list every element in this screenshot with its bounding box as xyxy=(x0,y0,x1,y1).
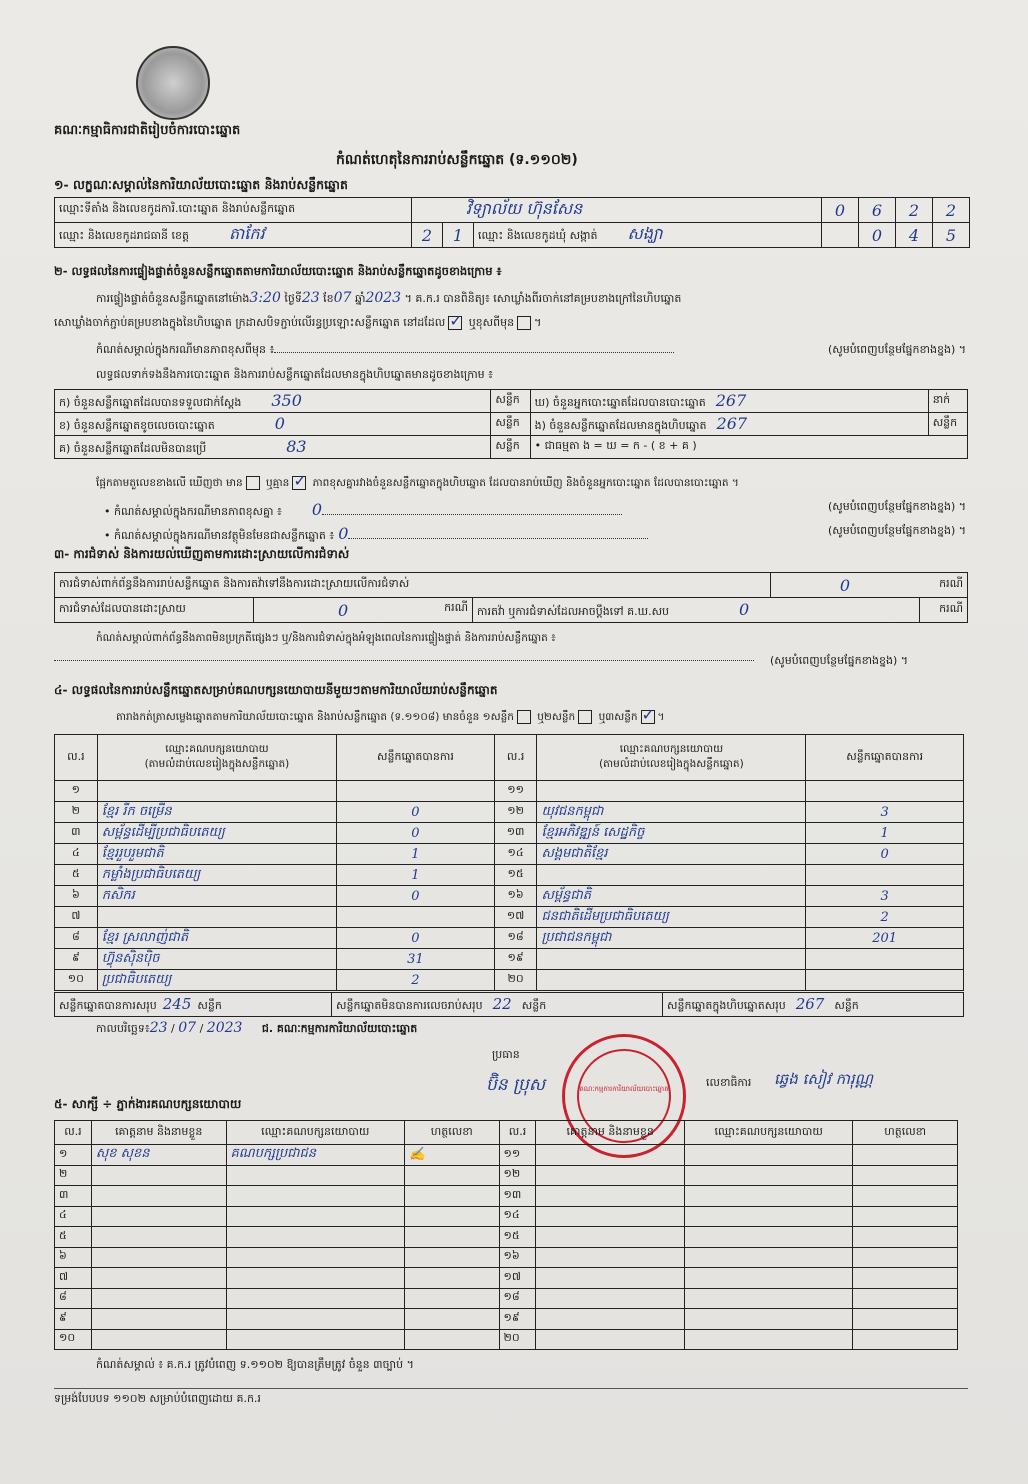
result-party xyxy=(537,970,806,991)
unchanged-checkbox[interactable] xyxy=(448,316,462,330)
verify-year: 2023 xyxy=(365,290,402,306)
result-no: ៩ xyxy=(55,949,98,970)
result-party: សម្ព័ន្ធជាតិ xyxy=(537,886,806,907)
witness-no: ១៧ xyxy=(499,1268,536,1289)
witness-party xyxy=(684,1165,853,1186)
witness-no: ១៩ xyxy=(499,1309,536,1330)
witness-no: ៣ xyxy=(55,1186,92,1207)
three-sheet-checkbox[interactable] xyxy=(641,710,655,724)
result-party: កម្លាំងប្រជាធិបតេយ្យ xyxy=(97,865,336,886)
result-row xyxy=(55,844,964,865)
witness-name xyxy=(91,1268,226,1289)
witness-party xyxy=(226,1329,404,1350)
received-count: 350 xyxy=(271,390,302,410)
changed-checkbox[interactable] xyxy=(517,316,531,330)
station-table xyxy=(54,197,970,248)
witness-signature xyxy=(853,1288,958,1309)
count-row: ខ) ចំនួនសន្លឹកឆ្នោតខូចលេចបោះឆ្នោត 0 សន្លឹក ង) ចំនួនសន្លឹកឆ្នោតដែលមានក្នុងហិបឆ្នោត 267 សន្លឹក xyxy=(55,413,968,436)
result-votes: 0 xyxy=(337,802,495,823)
result-votes xyxy=(806,781,964,802)
result-party: យុវជនកម្ពុជា xyxy=(537,802,806,823)
witness-signature xyxy=(404,1227,499,1248)
witness-name: សុខ សុខន xyxy=(91,1145,226,1166)
witness-party xyxy=(226,1206,404,1227)
result-row xyxy=(55,970,964,991)
result-votes xyxy=(806,949,964,970)
result-votes: 31 xyxy=(337,949,495,970)
verify-day: 23 xyxy=(301,290,320,306)
result-no: ១០ xyxy=(55,970,98,991)
witness-row xyxy=(55,1247,958,1268)
witness-signature xyxy=(404,1309,499,1330)
witness-no: ១ xyxy=(55,1145,92,1166)
result-party: ជនជាតិដើមប្រជាធិបតេយ្យ xyxy=(537,907,806,928)
result-votes xyxy=(337,781,495,802)
two-sheet-checkbox[interactable] xyxy=(578,710,592,724)
witness-name xyxy=(91,1165,226,1186)
no-difference-checkbox[interactable] xyxy=(292,476,306,490)
result-votes: 1 xyxy=(806,823,964,844)
witness-row xyxy=(55,1329,958,1350)
witness-party xyxy=(226,1227,404,1248)
result-row xyxy=(55,781,964,802)
witness-name xyxy=(536,1165,685,1186)
witness-party xyxy=(684,1268,853,1289)
witness-table: ល.រ គោត្តនាម និងនាមខ្លួន ឈ្មោះគណបក្សនយោបាយ ហត្ថលេខា ល.រ គោត្តនាម និងនាមខ្លួន ឈ្មោះគណបក្សនយោបាយ ហត្ថលេខា ១ សុខ សុខន គណបក្សប្រជាជន ✍ ១១ ២ ១២ ៣ ១៣ ៤ ១៤ ៥ ១៥ ៦ ១៦ ៧ ១៧ ៨ ១៨ ៩ ១៩ ១០ ២០ xyxy=(54,1120,958,1350)
result-votes: 2 xyxy=(806,907,964,928)
result-row xyxy=(55,928,964,949)
witness-name xyxy=(91,1288,226,1309)
result-votes xyxy=(806,865,964,886)
station-code-3: 2 xyxy=(896,198,933,223)
witness-name xyxy=(536,1145,685,1166)
org-name: គណៈកម្មាធិការជាតិរៀបចំការបោះឆ្នោត xyxy=(54,123,241,138)
spoiled-count: 0 xyxy=(274,413,285,433)
commune-code-blank xyxy=(822,223,859,248)
witness-party xyxy=(684,1227,853,1248)
result-no: ២០ xyxy=(494,970,537,991)
form-title: កំណត់ហេតុនៃការរាប់សន្លឹកឆ្នោត (ទ.១១០២) xyxy=(336,152,578,168)
change-note-line: កំណត់សម្គាល់ក្នុងករណីមានភាពខុសពីមុន ៖ (សូមបំពេញបន្ថែមផ្នែកខាងខ្នង) ។ xyxy=(96,343,966,356)
result-party: ប្រជាជនកម្ពុជា xyxy=(537,928,806,949)
object-note: • កំណត់សម្គាល់ក្នុងករណីមានវត្ថុមិនមែនជាសន្លឹកឆ្នោត ៖ 0 (សូមបំពេញបន្ថែមផ្នែកខាងខ្នង) ។ xyxy=(104,524,966,543)
irregularity-note: កំណត់សម្គាល់ពាក់ព័ន្ធនឹងភាពមិនប្រក្រតីផ្សេងៗ ឬ/និងការជំទាស់ក្នុងអំឡុងពេលនៃការផ្ទៀងផ្ទាត់ និងការរាប់សន្លឹកឆ្នោត ៖ xyxy=(96,632,556,644)
result-votes: 3 xyxy=(806,886,964,907)
witness-signature xyxy=(853,1268,958,1289)
result-votes: 0 xyxy=(337,823,495,844)
date-month: 07 xyxy=(178,1020,197,1036)
province-cell: ឈ្មោះ និងលេខកូដរាជធានី ខេត្ត តាកែវ xyxy=(55,223,412,248)
witness-signature xyxy=(853,1145,958,1166)
sheet-count-line: តារាងកត់ត្រាសម្លេងឆ្នោតតាមការិយាល័យបោះឆ្នោត និងរាប់សន្លឹកឆ្នោត (ទ.១១០៨) មានចំនួន ១សន្លឹក ឬ២សន្លឹក ឬ៣សន្លឹក✓ ។ xyxy=(116,710,664,726)
witness-no: ៤ xyxy=(55,1206,92,1227)
witness-no: ៨ xyxy=(55,1288,92,1309)
complaints-table: ការជំទាស់ពាក់ព័ន្ធនឹងការរាប់សន្លឹកឆ្នោត និងការតវ៉ាទៅនឹងការដោះស្រាយលើការជំទាស់ 0 ករណី ការជំទាស់ដែលបានដោះស្រាយ 0 ករណី ការតវ៉ា ឬការជំទាស់ដែលអាចប្តឹងទៅ គ.ឃ.សប 0 ករណី xyxy=(54,572,968,623)
result-party: ហ៊្វុនស៊ិនប៉ិច xyxy=(97,949,336,970)
commune-code-3: 5 xyxy=(933,223,970,248)
witness-no: ២ xyxy=(55,1165,92,1186)
witness-signature xyxy=(853,1186,958,1207)
result-party: សង្គមជាតិខ្មែរ xyxy=(537,844,806,865)
commune-code-2: 4 xyxy=(896,223,933,248)
result-votes: 0 xyxy=(337,886,495,907)
result-no: ១៣ xyxy=(494,823,537,844)
witness-party xyxy=(226,1268,404,1289)
verify-line-2: សោឃ្លាំងចាក់ភ្ជាប់គម្របខាងក្នុងនៃហិបឆ្នោត ក្រដាសបិទភ្ជាប់លើរន្ធប្រឡោះសន្លឹកឆ្នោត នៅដដែល✓ ឬខុសពីមុន ។ xyxy=(54,316,541,332)
result-no: ៧ xyxy=(55,907,98,928)
result-party: ខ្មែររួបរួមជាតិ xyxy=(97,844,336,865)
nec-emblem xyxy=(136,46,210,120)
witness-name xyxy=(536,1268,685,1289)
witness-party xyxy=(226,1288,404,1309)
station-code-4: 2 xyxy=(933,198,970,223)
witness-signature xyxy=(404,1247,499,1268)
witness-name xyxy=(536,1288,685,1309)
secretary-label: លេខាធិការ xyxy=(706,1076,752,1089)
one-sheet-checkbox[interactable] xyxy=(517,710,531,724)
witness-signature xyxy=(404,1165,499,1186)
verify-month: 07 xyxy=(333,290,352,306)
witness-name xyxy=(536,1186,685,1207)
result-party xyxy=(97,781,336,802)
result-votes: 0 xyxy=(337,928,495,949)
result-no: ៨ xyxy=(55,928,98,949)
witness-name xyxy=(91,1247,226,1268)
total-invalid: 22 xyxy=(492,994,512,1013)
results-table: ល.រ ឈ្មោះគណបក្សនយោបាយ (តាមលំដាប់លេខរៀងក្នុងសន្លឹកឆ្នោត) សន្លឹកឆ្នោតបានការ ល.រ ឈ្មោះគណបក្សនយោបាយ (តាមលំដាប់លេខរៀងក្នុងសន្លឹកឆ្នោត) សន្លឹកឆ្នោតបានការ ១ ១១ ២ ខ្មែរ រីក ចម្រើន 0 ១២ យុវជនកម្ពុជា 3 ៣ សម្ព័ន្ធដើម្បីប្រជាធិបតេយ្យ 0 ១៣ ខ្មែរអភិវឌ្ឍន៍ សេដ្ឋកិច្ច 1 ៤ ខ្មែររួបរួមជាតិ 1 ១៤ សង្គមជាតិខ្មែរ 0 ៥ កម្លាំងប្រជាធិបតេយ្យ 1 ១៥ ៦ កសិករ 0 ១៦ សម្ព័ន្ធជាតិ 3 ៧ ១៧ ជនជាតិដើមប្រជាធិបតេយ្យ 2 ៨ ខ្មែរ ស្រលាញ់ជាតិ 0 ១៨ ប្រជាជនកម្ពុជា 201 ៩ ហ៊្វុនស៊ិនប៉ិច 31 ១៩ ១០ ប្រជាធិបតេយ្យ 2 ២០ xyxy=(54,734,964,991)
witness-row xyxy=(55,1268,958,1289)
result-row xyxy=(55,907,964,928)
witness-no: ១៨ xyxy=(499,1288,536,1309)
form-footer: ទម្រង់បែបបទ ១១០២ សម្រាប់បំពេញដោយ គ.ក.រ xyxy=(54,1392,261,1405)
compare-line: ផ្អែកតាមតួលេខខាងលើ ឃើញថា មាន ឬគ្មាន✓ ភាពខុសគ្នារវាងចំនួនសន្លឹកឆ្នោតក្នុងហិបឆ្នោត ដែលបានរាប់ឃើញ និងចំនួនអ្នកបោះឆ្នោត ដែលបានបោះឆ្នោត ។ xyxy=(96,476,739,492)
result-party xyxy=(537,949,806,970)
commune-cell: ឈ្មោះ និងលេខកូដឃុំ សង្កាត់ សង្ឃា xyxy=(474,223,822,248)
result-votes: 2 xyxy=(337,970,495,991)
province-code-1: 2 xyxy=(412,223,443,248)
witness-name xyxy=(536,1227,685,1248)
ballot-count-table xyxy=(54,389,968,459)
witness-row xyxy=(55,1145,958,1166)
witness-signature xyxy=(853,1247,958,1268)
result-party: កសិករ xyxy=(97,886,336,907)
witness-signature xyxy=(853,1206,958,1227)
witness-row xyxy=(55,1309,958,1330)
province-code-2: 1 xyxy=(443,223,474,248)
official-stamp: គណៈកម្មការការិយាល័យបោះឆ្នោត xyxy=(562,1034,686,1158)
result-party: ខ្មែរអភិវឌ្ឍន៍ សេដ្ឋកិច្ច xyxy=(537,823,806,844)
result-no: ២ xyxy=(55,802,98,823)
result-no: ១ xyxy=(55,781,98,802)
result-votes xyxy=(806,970,964,991)
chief-signature: ប៊ិន ប្រុស xyxy=(486,1075,546,1095)
total-in-box: 267 xyxy=(795,994,825,1013)
station-code-1: 0 xyxy=(822,198,859,223)
station-name: វិទ្យាល័យ ហ៊ុនសែន xyxy=(412,198,822,223)
unused-count: 83 xyxy=(286,436,307,456)
witness-name xyxy=(536,1309,685,1330)
count-row: ក) ចំនួនសន្លឹកឆ្នោតដែលបានទទួលជាក់ស្តែង 350 សន្លឹក ឃ) ចំនួនអ្នកបោះឆ្នោតដែលបានបោះឆ្នោត 267 នាក់ xyxy=(55,390,968,413)
result-no: ៣ xyxy=(55,823,98,844)
result-party xyxy=(537,865,806,886)
station-label: ឈ្មោះទីតាំង និងលេខកូដការិ.បោះឆ្នោត និងរាប់សន្លឹកឆ្នោត xyxy=(55,198,412,223)
witness-signature xyxy=(404,1288,499,1309)
witness-party xyxy=(684,1288,853,1309)
result-no: ១៩ xyxy=(494,949,537,970)
voters-count: 267 xyxy=(715,390,747,410)
result-no: ១១ xyxy=(494,781,537,802)
result-votes: 1 xyxy=(337,844,495,865)
witness-signature xyxy=(853,1165,958,1186)
witness-row xyxy=(55,1165,958,1186)
witness-party xyxy=(226,1186,404,1207)
witness-signature xyxy=(853,1309,958,1330)
witness-name xyxy=(91,1329,226,1350)
result-no: ៥ xyxy=(55,865,98,886)
verify-line-1: ការផ្ទៀងផ្ទាត់ចំនួនសន្លឹកឆ្នោតនៅម៉ោង3:20 ថ្ងៃទី23 ខែ07 ឆ្នាំ2023 ។ គ.ក.រ បានពិនិត្យ៖ សោឃ្លាំងពីរចាក់នៅគម្របខាងក្រៅនៃហិបឆ្នោត xyxy=(96,290,682,306)
result-no: ១៤ xyxy=(494,844,537,865)
dotted-line xyxy=(54,660,754,661)
irregularity-fill-hint: (សូមបំពេញបន្ថែមផ្នែកខាងខ្នង) ។ xyxy=(770,654,909,667)
result-party xyxy=(537,781,806,802)
witness-signature xyxy=(404,1268,499,1289)
result-votes: 0 xyxy=(806,844,964,865)
witness-party xyxy=(684,1145,853,1166)
result-row xyxy=(55,949,964,970)
witness-signature xyxy=(404,1186,499,1207)
witness-party xyxy=(684,1247,853,1268)
result-party: ប្រជាធិបតេយ្យ xyxy=(97,970,336,991)
box-count: 267 xyxy=(716,413,748,433)
section4-heading: ៤- លទ្ធផលនៃការរាប់សន្លឹកឆ្នោតសម្រាប់គណបក្សនយោបាយនីមួយៗតាមការិយាល័យរាប់សន្លឹកឆ្នោត xyxy=(54,683,498,697)
witness-party: គណបក្សប្រជាជន xyxy=(226,1145,404,1166)
date-day: 23 xyxy=(149,1020,168,1036)
witness-party xyxy=(226,1165,404,1186)
appealed-count: 0 xyxy=(739,599,750,619)
witness-party xyxy=(684,1206,853,1227)
witness-name xyxy=(536,1329,685,1350)
section5-heading: ៥- សាក្សី ÷ ភ្នាក់ងារគណបក្សនយោបាយ xyxy=(54,1097,242,1111)
result-party: ខ្មែរ ស្រលាញ់ជាតិ xyxy=(97,928,336,949)
result-row xyxy=(55,886,964,907)
result-votes: 201 xyxy=(806,928,964,949)
result-no: ១៧ xyxy=(494,907,537,928)
total-valid: 245 xyxy=(162,994,192,1013)
result-no: ៤ xyxy=(55,844,98,865)
section1-heading: ១- លក្ខណៈសម្គាល់នៃការិយាល័យបោះឆ្នោត និងរាប់សន្លឹកឆ្នោត xyxy=(54,177,348,192)
witness-no: ២០ xyxy=(499,1329,536,1350)
section2-heading: ២- លទ្ធផលនៃការផ្ទៀងផ្ទាត់ចំនួនសន្លឹកឆ្នោតតាមការិយាល័យបោះឆ្នោត និងរាប់សន្លឹកឆ្នោតដូចខាងក្រោម ៖ xyxy=(54,264,502,278)
witness-name xyxy=(536,1247,685,1268)
result-party xyxy=(97,907,336,928)
witness-row xyxy=(55,1186,958,1207)
has-difference-checkbox[interactable] xyxy=(246,476,260,490)
chief-label: ប្រធាន xyxy=(492,1048,520,1061)
witness-signature xyxy=(853,1227,958,1248)
totals-table: សន្លឹកឆ្នោតបានការសរុប 245 សន្លឹក សន្លឹកឆ្នោតមិនបានការលេចរាប់សរុប 22 សន្លឹក សន្លឹកឆ្នោតក្នុងហិបឆ្នោតសរុប 267 សន្លឹក xyxy=(54,992,964,1017)
count-row: គ) ចំនួនសន្លឹកឆ្នោតដែលមិនបានប្រើ 83 សន្លឹក • ជាធម្មតា ង = ឃ = ក - ( ខ + គ ) xyxy=(55,436,968,459)
witness-signature xyxy=(853,1329,958,1350)
witness-no: ១០ xyxy=(55,1329,92,1350)
commune-code-1: 0 xyxy=(859,223,896,248)
result-party: ខ្មែរ រីក ចម្រើន xyxy=(97,802,336,823)
result-party: សម្ព័ន្ធដើម្បីប្រជាធិបតេយ្យ xyxy=(97,823,336,844)
result-no: ១៦ xyxy=(494,886,537,907)
witness-party xyxy=(684,1186,853,1207)
witness-name xyxy=(91,1227,226,1248)
witness-name xyxy=(91,1206,226,1227)
result-votes: 1 xyxy=(337,865,495,886)
witness-signature xyxy=(404,1206,499,1227)
witness-footnote: កំណត់សម្គាល់ ៖ គ.ក.រ ត្រូវបំពេញ ទ.១១០២ ឱ្យបានត្រឹមត្រូវ ចំនួន ៣ច្បាប់ ។ xyxy=(96,1358,414,1371)
formula: • ជាធម្មតា ង = ឃ = ក - ( ខ + គ ) xyxy=(530,436,967,459)
witness-party xyxy=(226,1309,404,1330)
result-row xyxy=(55,823,964,844)
result-no: ១៥ xyxy=(494,865,537,886)
witness-row xyxy=(55,1206,958,1227)
witness-no: ១៣ xyxy=(499,1186,536,1207)
result-row xyxy=(55,802,964,823)
section3-heading: ៣- ការជំទាស់ និងការយល់ឃើញតាមការដោះស្រាយលើការជំទាស់ xyxy=(54,547,350,561)
witness-no: ៧ xyxy=(55,1268,92,1289)
witness-no: ៦ xyxy=(55,1247,92,1268)
result-votes xyxy=(337,907,495,928)
result-intro: លទ្ធផលទាក់ទងនឹងការបោះឆ្នោត និងការរាប់សន្លឹកឆ្នោតដែលមានក្នុងហិបឆ្នោតមានដូចខាងក្រោម ៖ xyxy=(96,368,493,381)
witness-row xyxy=(55,1227,958,1248)
witness-no: ៩ xyxy=(55,1309,92,1330)
complaints-count: 0 xyxy=(771,573,920,598)
result-no: ១២ xyxy=(494,802,537,823)
witness-name xyxy=(536,1206,685,1227)
result-row xyxy=(55,865,964,886)
resolved-count: 0 xyxy=(338,600,349,620)
witness-name xyxy=(91,1186,226,1207)
station-code-2: 6 xyxy=(859,198,896,223)
result-no: ៦ xyxy=(55,886,98,907)
witness-no: ១១ xyxy=(499,1145,536,1166)
date-line: កាលបរិច្ឆេទ៖23 / 07 / 2023 ជ. គណៈកម្មការការិយាល័យបោះឆ្នោត xyxy=(96,1020,418,1036)
result-votes: 3 xyxy=(806,802,964,823)
date-year: 2023 xyxy=(206,1020,243,1036)
witness-no: ១២ xyxy=(499,1165,536,1186)
witness-row xyxy=(55,1288,958,1309)
difference-note: • កំណត់សម្គាល់ក្នុងករណីមានភាពខុសគ្នា ៖ 0 (សូមបំពេញបន្ថែមផ្នែកខាងខ្នង) ។ xyxy=(104,500,966,519)
secretary-signature: ឆ្វេង សៀវ ការុណ្ណ xyxy=(774,1070,873,1088)
witness-no: ៥ xyxy=(55,1227,92,1248)
witness-no: ១៥ xyxy=(499,1227,536,1248)
result-no: ១៨ xyxy=(494,928,537,949)
witness-party xyxy=(226,1247,404,1268)
witness-signature xyxy=(404,1329,499,1350)
footer-rule xyxy=(54,1388,968,1389)
witness-signature: ✍ xyxy=(404,1145,499,1166)
witness-no: ១៦ xyxy=(499,1247,536,1268)
witness-no: ១៤ xyxy=(499,1206,536,1227)
witness-party xyxy=(684,1329,853,1350)
witness-name xyxy=(91,1309,226,1330)
verify-time: 3:20 xyxy=(249,290,281,306)
witness-party xyxy=(684,1309,853,1330)
